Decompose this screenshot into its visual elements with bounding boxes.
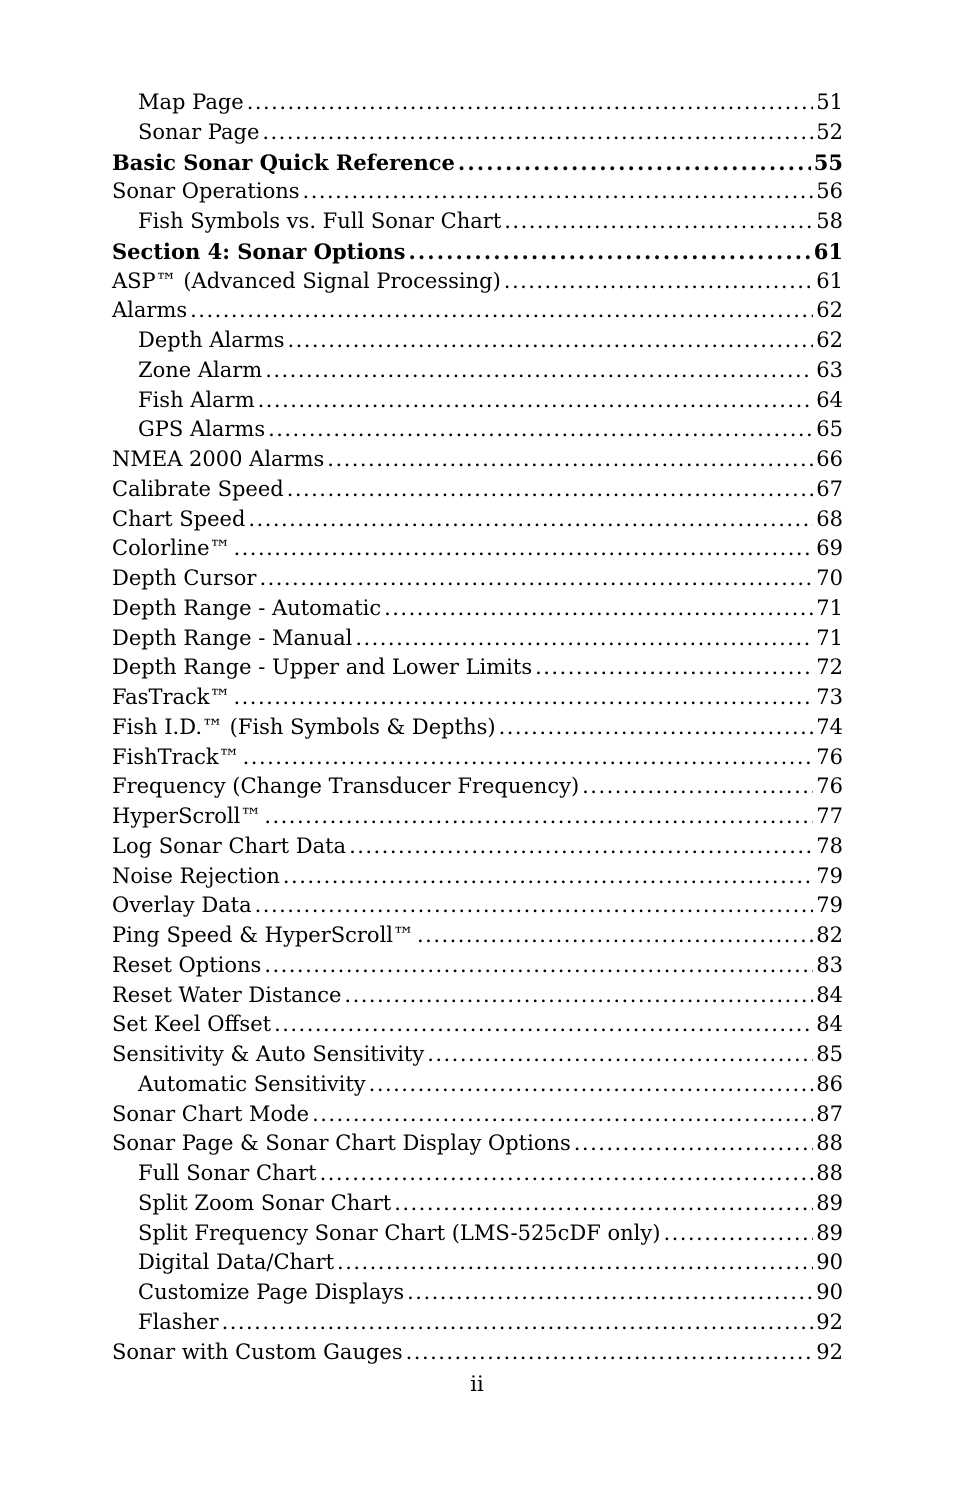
toc-entry-title: Fish Symbols vs. Full Sonar Chart	[138, 209, 502, 233]
toc-entry[interactable]	[112, 1278, 843, 1308]
toc-entry[interactable]	[112, 1189, 843, 1219]
toc-entry-title: HyperScroll™	[112, 804, 262, 828]
toc-entry-title: Frequency (Change Transducer Frequency)	[112, 774, 580, 799]
toc-entry-page: 56	[816, 179, 843, 204]
toc-dot-leader	[247, 88, 814, 118]
toc-entry[interactable]	[112, 475, 843, 505]
toc-entry-title: Log Sonar Chart Data	[112, 833, 347, 858]
toc-entry-page: 71	[816, 625, 843, 650]
toc-dot-leader	[234, 534, 814, 564]
toc-entry[interactable]	[112, 386, 843, 416]
toc-entry[interactable]	[112, 594, 843, 624]
toc-entry[interactable]	[112, 653, 843, 683]
toc-entry-title: Flasher	[138, 1309, 219, 1334]
toc-dot-leader	[504, 207, 813, 237]
toc-entry-page: 85	[816, 1042, 843, 1066]
toc-entry[interactable]	[112, 237, 843, 267]
toc-entry-page: 73	[816, 685, 843, 709]
toc-entry[interactable]	[112, 1159, 843, 1189]
toc-dot-leader	[582, 772, 813, 802]
toc-entry-page: 63	[816, 357, 843, 382]
toc-entry[interactable]	[112, 624, 843, 654]
toc-entry-page: 69	[816, 536, 843, 561]
toc-entry[interactable]	[112, 1040, 843, 1070]
toc-entry-title: Full Sonar Chart	[138, 1161, 317, 1185]
toc-entry-title: Fish I.D.™ (Fish Symbols & Depths)	[112, 714, 496, 739]
toc-entry-title: Calibrate Speed	[112, 476, 284, 501]
toc-dot-leader	[337, 1248, 813, 1278]
toc-entry-title: Set Keel Offset	[112, 1012, 272, 1037]
toc-entry-title: Automatic Sensitivity	[138, 1071, 366, 1096]
toc-entry[interactable]	[112, 1219, 843, 1249]
toc-dot-leader	[248, 505, 813, 535]
toc-entry-title: Depth Range - Upper and Lower Limits	[112, 655, 533, 680]
toc-dot-leader	[259, 564, 813, 594]
toc-entry-page: 64	[816, 387, 843, 412]
toc-dot-leader	[384, 594, 813, 624]
toc-entry-title: Reset Water Distance	[112, 982, 342, 1007]
toc-entry-page: 62	[816, 328, 843, 352]
toc-entry-page: 76	[816, 744, 843, 769]
toc-dot-leader	[369, 1070, 814, 1100]
toc-entry-page: 89	[816, 1190, 843, 1215]
toc-dot-leader	[417, 921, 813, 951]
toc-entry[interactable]	[112, 1338, 843, 1368]
toc-dot-leader	[234, 683, 814, 713]
toc-entry-page: 82	[816, 923, 843, 947]
toc-entry-page: 61	[816, 268, 843, 293]
toc-dot-leader	[406, 1338, 814, 1368]
toc-entry-page: 72	[816, 655, 843, 680]
toc-entry-page: 51	[816, 90, 843, 114]
toc-dot-leader	[255, 891, 814, 921]
toc-entry-title: Map Page	[138, 90, 244, 114]
toc-entry-title: Sensitivity & Auto Sensitivity	[112, 1042, 425, 1066]
toc-entry[interactable]	[112, 921, 843, 951]
toc-entry[interactable]	[112, 326, 843, 356]
toc-entry-title: Section 4: Sonar Options	[112, 238, 406, 264]
toc-entry[interactable]	[112, 802, 843, 832]
toc-entry-page: 78	[816, 833, 843, 858]
toc-entry[interactable]	[112, 1308, 843, 1338]
toc-entry-title: Colorline™	[112, 536, 231, 561]
toc-entry[interactable]	[112, 505, 843, 535]
toc-dot-leader	[287, 326, 813, 356]
toc-entry-page: 77	[816, 804, 843, 828]
toc-entry-title: ASP™ (Advanced Signal Processing)	[112, 268, 501, 293]
toc-entry-page: 86	[816, 1071, 843, 1096]
toc-entry[interactable]	[112, 1248, 843, 1278]
toc-dot-leader	[258, 386, 814, 416]
page-number: ii	[470, 1372, 484, 1396]
toc-entry-page: 87	[816, 1101, 843, 1126]
toc-entry-title: Overlay Data	[112, 893, 252, 918]
toc-entry-title: Split Zoom Sonar Chart	[138, 1190, 392, 1215]
toc-entry[interactable]	[112, 445, 843, 475]
toc-entry[interactable]	[112, 743, 843, 773]
toc-dot-leader	[264, 802, 813, 832]
toc-entry-page: 68	[816, 506, 843, 531]
toc-dot-leader	[355, 624, 813, 654]
toc-dot-leader	[274, 1010, 813, 1040]
toc-entry-title: Depth Cursor	[112, 566, 257, 590]
toc-dot-leader	[504, 267, 813, 297]
toc-entry-page: 74	[816, 714, 843, 739]
toc-entry[interactable]	[112, 1070, 843, 1100]
toc-dot-leader	[535, 653, 813, 683]
toc-entry-title: Sonar Chart Mode	[112, 1101, 310, 1126]
table-of-contents	[112, 88, 843, 1367]
toc-entry-title: Customize Page Displays	[138, 1280, 405, 1304]
toc-dot-leader	[268, 415, 813, 445]
toc-entry-page: 66	[816, 447, 843, 471]
toc-entry-title: Sonar Operations	[112, 179, 300, 204]
toc-dot-leader	[262, 118, 813, 148]
toc-entry[interactable]	[112, 862, 843, 892]
toc-entry-title: Sonar with Custom Gauges	[112, 1339, 403, 1364]
toc-dot-leader	[264, 951, 813, 981]
toc-entry-page: 88	[816, 1161, 843, 1185]
toc-entry-page: 55	[813, 149, 843, 175]
toc-entry-page: 92	[816, 1339, 843, 1364]
toc-dot-leader	[303, 177, 814, 207]
toc-entry-page: 88	[816, 1131, 843, 1156]
toc-entry-page: 84	[816, 1012, 843, 1037]
toc-dot-leader	[574, 1129, 813, 1159]
toc-entry[interactable]	[112, 148, 843, 178]
toc-entry-title: Depth Range - Manual	[112, 625, 353, 650]
toc-entry-page: 90	[816, 1250, 843, 1275]
toc-entry[interactable]	[112, 534, 843, 564]
toc-entry[interactable]	[112, 1010, 843, 1040]
toc-dot-leader	[408, 237, 810, 267]
toc-entry[interactable]	[112, 88, 843, 118]
toc-dot-leader	[344, 981, 813, 1011]
toc-entry-page: 90	[816, 1280, 843, 1304]
toc-entry-page: 61	[813, 238, 843, 264]
toc-dot-leader	[349, 832, 813, 862]
toc-entry-title: Alarms	[112, 298, 188, 323]
toc-dot-leader	[222, 1308, 814, 1338]
toc-dot-leader	[283, 862, 813, 892]
toc-entry-page: 65	[816, 417, 843, 442]
toc-entry[interactable]	[112, 1129, 843, 1159]
toc-entry-page: 62	[816, 298, 843, 323]
toc-entry[interactable]	[112, 683, 843, 713]
toc-entry-title: Reset Options	[112, 952, 262, 977]
toc-dot-leader	[287, 475, 814, 505]
toc-entry-page: 52	[816, 119, 843, 144]
toc-entry[interactable]	[112, 1100, 843, 1130]
toc-entry-title: Ping Speed & HyperScroll™	[112, 923, 415, 947]
toc-dot-leader	[190, 296, 813, 326]
toc-entry[interactable]	[112, 564, 843, 594]
toc-entry-page: 67	[816, 476, 843, 501]
toc-entry-page: 58	[816, 209, 843, 233]
toc-entry-title: FishTrack™	[112, 744, 240, 769]
toc-entry[interactable]	[112, 951, 843, 981]
toc-entry-title: Depth Range - Automatic	[112, 595, 382, 620]
toc-dot-leader	[243, 743, 814, 773]
toc-entry-title: Depth Alarms	[138, 328, 285, 352]
toc-entry-page: 70	[816, 566, 843, 590]
toc-entry[interactable]	[112, 772, 843, 802]
toc-entry[interactable]	[112, 832, 843, 862]
toc-entry-page: 84	[816, 982, 843, 1007]
toc-entry-title: Digital Data/Chart	[138, 1250, 335, 1275]
toc-entry[interactable]	[112, 267, 843, 297]
toc-entry-page: 89	[816, 1220, 843, 1245]
toc-dot-leader	[312, 1100, 813, 1130]
toc-entry[interactable]	[112, 713, 843, 743]
toc-entry-page: 76	[816, 774, 843, 799]
toc-entry-page: 79	[816, 863, 843, 888]
toc-entry[interactable]	[112, 356, 843, 386]
toc-entry[interactable]	[112, 177, 843, 207]
toc-dot-leader	[327, 445, 813, 475]
toc-dot-leader	[499, 713, 814, 743]
toc-dot-leader	[427, 1040, 813, 1070]
toc-entry-title: FasTrack™	[112, 685, 231, 709]
toc-dot-leader	[663, 1219, 813, 1249]
toc-entry-title: Basic Sonar Quick Reference	[112, 149, 455, 175]
toc-dot-leader	[458, 148, 811, 178]
toc-dot-leader	[265, 356, 813, 386]
toc-entry-title: Zone Alarm	[138, 357, 263, 382]
toc-dot-leader	[407, 1278, 813, 1308]
toc-entry-title: NMEA 2000 Alarms	[112, 447, 325, 471]
toc-entry[interactable]	[112, 118, 843, 148]
toc-dot-leader	[320, 1159, 814, 1189]
toc-entry-page: 71	[816, 595, 843, 620]
toc-entry-title: Noise Rejection	[112, 863, 280, 888]
toc-entry-page: 79	[816, 893, 843, 918]
toc-entry[interactable]	[112, 296, 843, 326]
toc-entry[interactable]	[112, 891, 843, 921]
toc-dot-leader	[394, 1189, 813, 1219]
toc-entry[interactable]	[112, 415, 843, 445]
toc-entry-title: Sonar Page	[138, 119, 260, 144]
toc-entry[interactable]	[112, 207, 843, 237]
toc-entry[interactable]	[112, 981, 843, 1011]
toc-entry-title: GPS Alarms	[138, 417, 266, 442]
toc-entry-title: Chart Speed	[112, 506, 246, 531]
toc-entry-page: 92	[816, 1309, 843, 1334]
toc-entry-title: Fish Alarm	[138, 387, 255, 412]
toc-entry-title: Sonar Page & Sonar Chart Display Options	[112, 1131, 571, 1156]
toc-entry-page: 83	[816, 952, 843, 977]
toc-entry-title: Split Frequency Sonar Chart (LMS-525cDF only)	[138, 1220, 661, 1245]
